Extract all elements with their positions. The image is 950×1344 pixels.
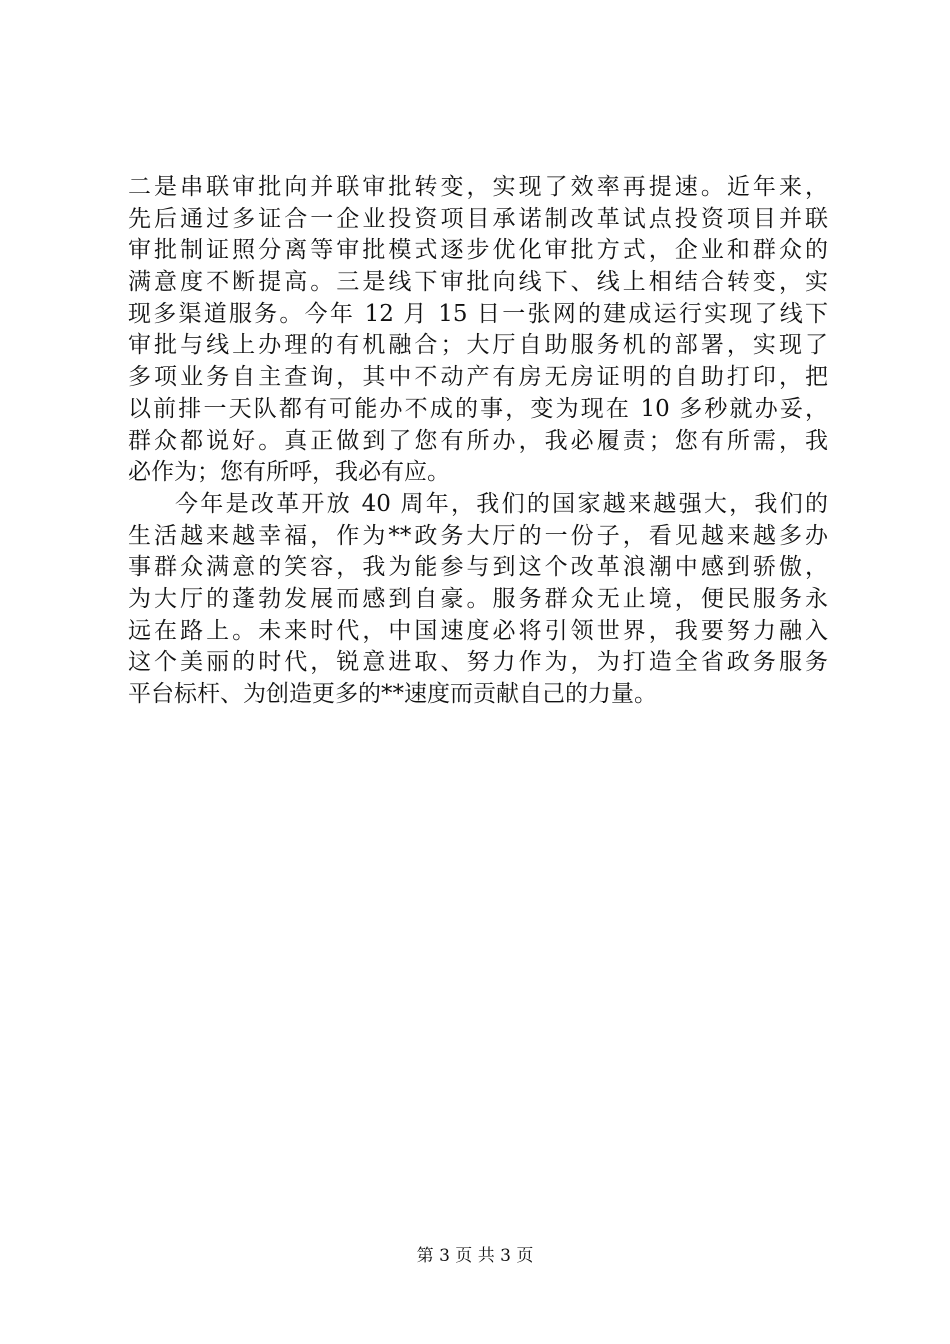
text-line: 满意度不断提高。三是线下审批向线下、线上相结合转变，实 (128, 269, 828, 296)
text-line: 审批与线上办理的有机融合；大厅自助服务机的部署，实现了 (128, 332, 828, 359)
text-line: 必作为；您有所呼，我必有应。 (128, 459, 450, 486)
text-line: 多项业务自主查询，其中不动产有房无房证明的自助打印，把 (128, 364, 828, 391)
body-text (128, 172, 828, 711)
text-line: 事群众满意的笑容，我为能参与到这个改革浪潮中感到骄傲， (128, 554, 828, 581)
text-line: 今年是改革开放 40 周年，我们的国家越来越强大，我们的 (175, 490, 828, 517)
paragraph-1 (128, 172, 828, 489)
text-line: 这个美丽的时代，锐意进取、努力作为，为打造全省政务服务 (128, 649, 828, 676)
text-line: 二是串联审批向并联审批转变，实现了效率再提速。近年来， (128, 174, 828, 200)
text-line: 平台标杆、为创造更多的**速度而贡献自己的力量。 (128, 681, 657, 707)
text-line: 生活越来越幸福，作为**政务大厅的一份子，看见越来越多办 (128, 522, 828, 549)
paragraph-2 (128, 489, 828, 711)
text-line: 先后通过多证合一企业投资项目承诺制改革试点投资项目并联 (128, 205, 828, 232)
page-footer (0, 1246, 950, 1266)
text-line: 以前排一天队都有可能办不成的事，变为现在 10 多秒就办妥， (128, 395, 828, 422)
text-line: 群众都说好。真正做到了您有所办，我必履责；您有所需，我 (128, 427, 828, 454)
page-number-label: 第 3 页 共 3 页 (416, 1246, 534, 1266)
text-line: 现多渠道服务。今年 12 月 15 日一张网的建成运行实现了线下 (128, 300, 828, 327)
text-line: 远在路上。未来时代，中国速度必将引领世界，我要努力融入 (128, 617, 828, 644)
text-line: 审批制证照分离等审批模式逐步优化审批方式，企业和群众的 (128, 237, 828, 264)
text-line: 为大厅的蓬勃发展而感到自豪。服务群众无止境，便民服务永 (128, 585, 828, 612)
